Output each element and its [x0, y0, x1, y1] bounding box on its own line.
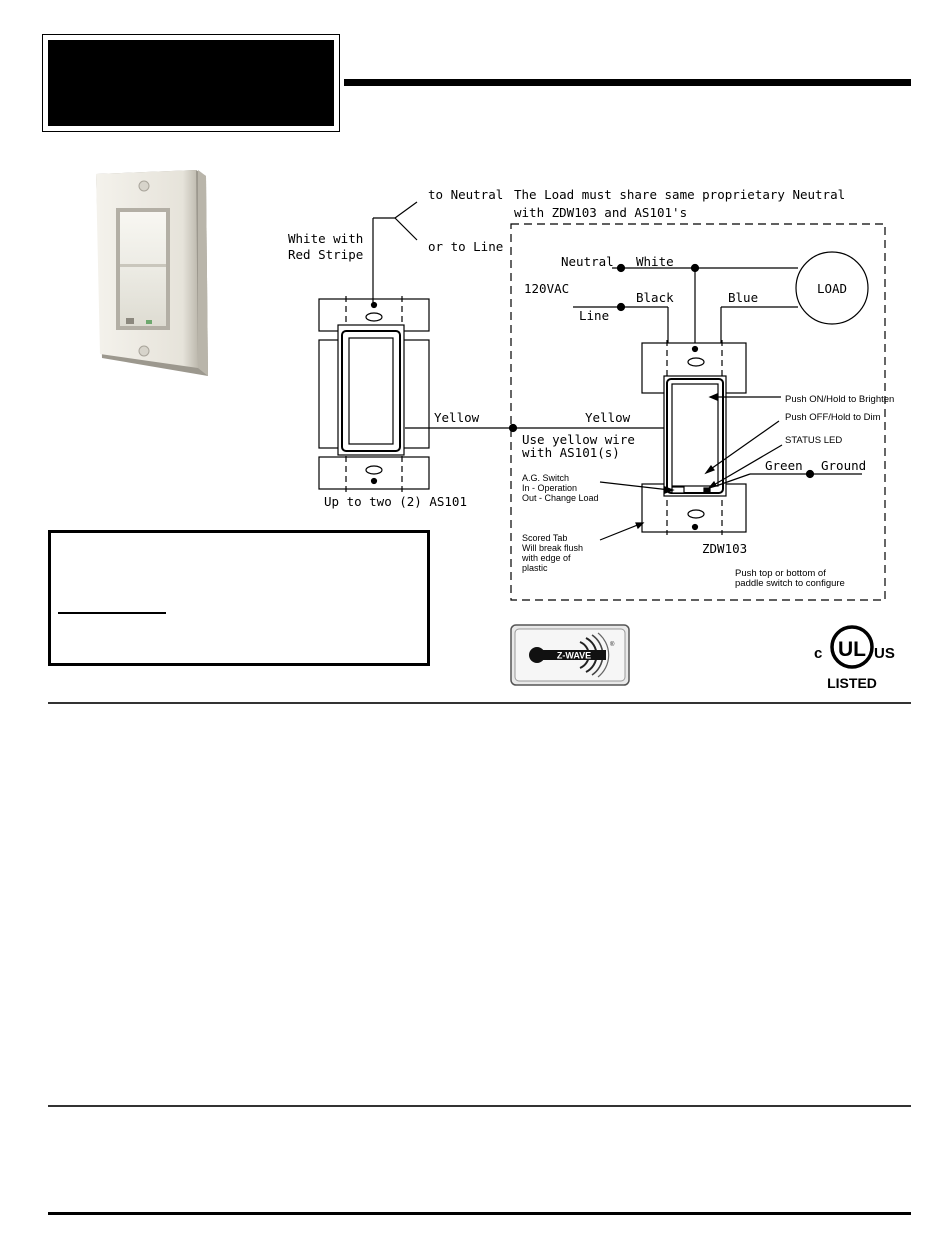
section-rule-bottom [48, 1212, 911, 1215]
label-neutral: Neutral [561, 254, 614, 269]
label-scored-plastic: plastic [522, 563, 548, 573]
label-yellow-right: Yellow [585, 410, 631, 425]
label-push-top-1: Push top or bottom of [735, 568, 826, 579]
label-load-note-1: The Load must share same proprietary Neutral [514, 187, 846, 202]
zdw103-device [642, 340, 746, 535]
header-rule [344, 79, 911, 86]
section-rule-middle [48, 1105, 911, 1107]
label-white-with: White with [288, 231, 364, 246]
label-line: Line [579, 308, 610, 323]
label-load-note-2: with ZDW103 and AS101's [514, 205, 688, 220]
section-rule-top [48, 702, 911, 704]
zwave-logo-text: Z-WAVE [556, 650, 592, 661]
label-use-yellow-2: with AS101(s) [522, 445, 620, 460]
label-ag-switch: A.G. Switch [522, 473, 570, 483]
label-push-top-2: paddle switch to configure [735, 578, 845, 589]
label-to-neutral: to Neutral [428, 187, 504, 202]
title-black-panel [48, 40, 334, 126]
label-use-yellow-1: Use yellow wire [522, 432, 635, 447]
note-box [48, 530, 430, 666]
switch-photo [88, 168, 218, 380]
label-push-on: Push ON/Hold to Brighten [785, 394, 895, 405]
label-or-to-line: or to Line [428, 239, 504, 254]
note-underline [58, 612, 166, 614]
label-white: White [636, 254, 674, 269]
label-blue: Blue [728, 290, 759, 305]
label-status-led: STATUS LED [785, 435, 843, 446]
label-scored-break: Will break flush [522, 543, 584, 553]
zwave-logo [510, 624, 630, 686]
label-yellow-left: Yellow [434, 410, 480, 425]
ul-listed-logo [812, 620, 906, 692]
svg-text:®: ® [610, 642, 615, 648]
label-red-stripe: Red Stripe [288, 247, 364, 262]
label-120vac: 120VAC [524, 281, 570, 296]
label-up-to-two: Up to two (2) AS101 [324, 494, 467, 509]
label-ground: Ground [821, 458, 867, 473]
label-scored-edge: with edge of [522, 553, 571, 563]
label-scored-tab: Scored Tab [522, 533, 568, 543]
ul-c-text: c [814, 645, 823, 662]
label-ag-in: In - Operation [522, 483, 578, 493]
label-green: Green [765, 458, 803, 473]
ul-listed-text: LISTED [827, 675, 877, 691]
label-black: Black [636, 290, 674, 305]
as101-device [319, 296, 429, 492]
title-box [42, 34, 340, 132]
label-push-off: Push OFF/Hold to Dim [785, 412, 881, 423]
label-zdw103: ZDW103 [702, 541, 748, 556]
ul-text: UL [838, 638, 866, 661]
ul-us-text: US [874, 645, 895, 662]
label-load: LOAD [816, 281, 848, 296]
label-ag-out: Out - Change Load [522, 493, 599, 503]
